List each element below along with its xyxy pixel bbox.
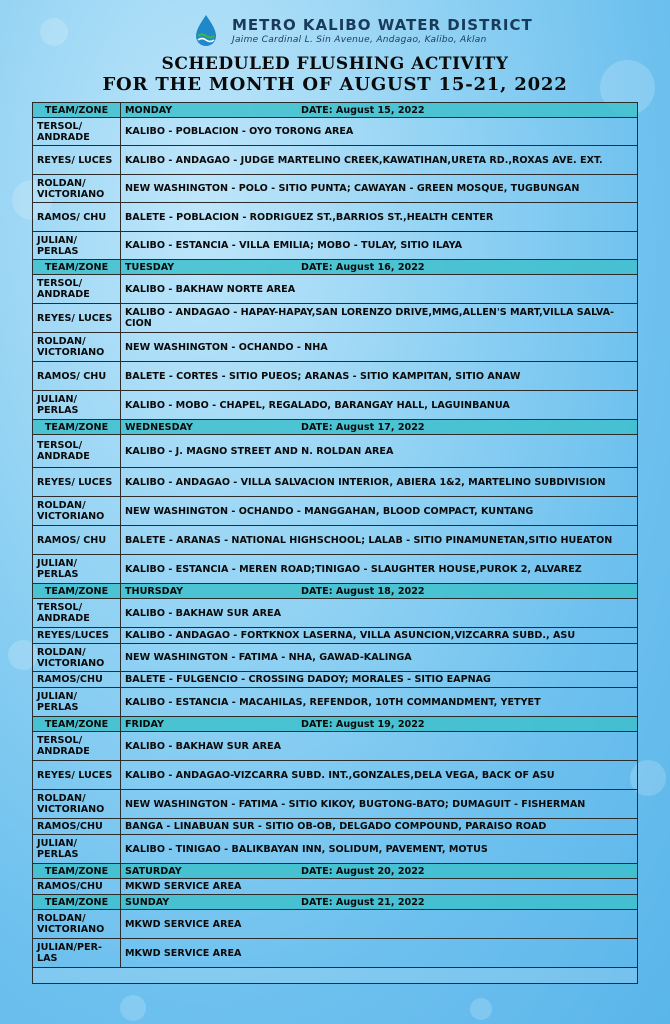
team-zone-header: TEAM/ZONE: [33, 864, 121, 879]
team-cell: ROLDAN/ VICTORIANO: [33, 910, 121, 939]
day-label: TUESDAY: [125, 261, 175, 273]
team-zone-header: TEAM/ZONE: [33, 260, 121, 275]
day-label: SATURDAY: [125, 865, 182, 877]
day-header-row: [33, 864, 638, 879]
day-date-header: [121, 584, 638, 599]
day-label: SUNDAY: [125, 896, 170, 908]
area-cell: BALETE - FULGENCIO - CROSSING DADOY; MORALES - SITIO EAPNAG: [121, 672, 638, 688]
area-cell: KALIBO - ESTANCIA - MACAHILAS, REFENDOR, 10TH COMMANDMENT, YETYET: [121, 688, 638, 717]
organization-address: Jaime Cardinal L. Sin Avenue, Andagao, Kalibo, Aklan: [232, 35, 487, 45]
date-label: DATE: August 15, 2022: [301, 104, 425, 116]
team-zone-header: TEAM/ZONE: [33, 420, 121, 435]
team-cell: RAMOS/CHU: [33, 819, 121, 835]
schedule-row: [33, 732, 638, 761]
schedule-row: [33, 879, 638, 895]
flushing-schedule-table: [32, 102, 638, 984]
schedule-row: [33, 628, 638, 644]
team-cell: JULIAN/ PERLAS: [33, 688, 121, 717]
team-zone-header: TEAM/ZONE: [33, 103, 121, 118]
schedule-row: [33, 146, 638, 175]
schedule-row: [33, 939, 638, 968]
area-cell: KALIBO - ANDAGAO - VILLA SALVACION INTERIOR, ABIERA 1&2, MARTELINO SUBDIVISION: [121, 468, 638, 497]
empty-cell: [33, 968, 638, 984]
schedule-row: [33, 835, 638, 864]
area-cell: NEW WASHINGTON - OCHANDO - NHA: [121, 333, 638, 362]
area-cell: KALIBO - ANDAGAO-VIZCARRA SUBD. INT.,GONZALES,DELA VEGA, BACK OF ASU: [121, 761, 638, 790]
schedule-row: [33, 497, 638, 526]
schedule-row: [33, 790, 638, 819]
area-cell: KALIBO - BAKHAW NORTE AREA: [121, 275, 638, 304]
schedule-row: [33, 362, 638, 391]
team-cell: RAMOS/CHU: [33, 672, 121, 688]
area-cell: KALIBO - TINIGAO - BALIKBAYAN INN, SOLIDUM, PAVEMENT, MOTUS: [121, 835, 638, 864]
area-cell: KALIBO - ESTANCIA - VILLA EMILIA; MOBO - TULAY, SITIO ILAYA: [121, 232, 638, 260]
day-header-row: [33, 717, 638, 732]
area-cell: NEW WASHINGTON - FATIMA - SITIO KIKOY, BUGTONG-BATO; DUMAGUIT - FISHERMAN: [121, 790, 638, 819]
team-cell: RAMOS/ CHU: [33, 203, 121, 232]
team-cell: TERSOL/ ANDRADE: [33, 118, 121, 146]
schedule-row: [33, 761, 638, 790]
day-header-row: [33, 260, 638, 275]
schedule-row: [33, 910, 638, 939]
day-label: FRIDAY: [125, 718, 164, 730]
area-cell: KALIBO - MOBO - CHAPEL, REGALADO, BARANGAY HALL, LAGUINBANUA: [121, 391, 638, 420]
schedule-row: [33, 468, 638, 497]
water-drop-logo-icon: [194, 14, 218, 48]
area-cell: KALIBO - ANDAGAO - JUDGE MARTELINO CREEK,KAWATIHAN,URETA RD.,ROXAS AVE. EXT.: [121, 146, 638, 175]
schedule-row: [33, 688, 638, 717]
date-label: DATE: August 20, 2022: [301, 865, 425, 877]
team-cell: RAMOS/ CHU: [33, 362, 121, 391]
team-cell: REYES/ LUCES: [33, 468, 121, 497]
day-date-header: [121, 864, 638, 879]
team-zone-header: TEAM/ZONE: [33, 895, 121, 910]
day-date-header: [121, 895, 638, 910]
team-cell: REYES/ LUCES: [33, 146, 121, 175]
team-cell: TERSOL/ ANDRADE: [33, 275, 121, 304]
team-cell: ROLDAN/ VICTORIANO: [33, 644, 121, 672]
day-header-row: [33, 895, 638, 910]
day-header-row: [33, 584, 638, 599]
page-subtitle: FOR THE MONTH OF AUGUST 15-21, 2022: [102, 74, 568, 95]
team-cell: REYES/ LUCES: [33, 761, 121, 790]
area-cell: KALIBO - POBLACION - OYO TORONG AREA: [121, 118, 638, 146]
date-label: DATE: August 17, 2022: [301, 421, 425, 433]
team-cell: REYES/ LUCES: [33, 304, 121, 333]
team-cell: JULIAN/ PERLAS: [33, 391, 121, 420]
background-bubble: [120, 995, 146, 1021]
team-cell: RAMOS/ CHU: [33, 526, 121, 555]
schedule-row: [33, 175, 638, 203]
team-cell: JULIAN/ PERLAS: [33, 835, 121, 864]
schedule-row: [33, 435, 638, 468]
team-zone-header: TEAM/ZONE: [33, 717, 121, 732]
area-cell: KALIBO - BAKHAW SUR AREA: [121, 599, 638, 628]
team-cell: TERSOL/ ANDRADE: [33, 732, 121, 761]
area-cell: MKWD SERVICE AREA: [121, 879, 638, 895]
area-cell: BALETE - CORTES - SITIO PUEOS; ARANAS - SITIO KAMPITAN, SITIO ANAW: [121, 362, 638, 391]
date-label: DATE: August 18, 2022: [301, 585, 425, 597]
schedule-row: [33, 304, 638, 333]
team-cell: TERSOL/ ANDRADE: [33, 435, 121, 468]
area-cell: BANGA - LINABUAN SUR - SITIO OB-OB, DELGADO COMPOUND, PARAISO ROAD: [121, 819, 638, 835]
schedule-row: [33, 203, 638, 232]
area-cell: KALIBO - ESTANCIA - MEREN ROAD;TINIGAO - SLAUGHTER HOUSE,PUROK 2, ALVAREZ: [121, 555, 638, 584]
team-cell: JULIAN/ PERLAS: [33, 555, 121, 584]
team-cell: ROLDAN/ VICTORIANO: [33, 333, 121, 362]
team-cell: REYES/LUCES: [33, 628, 121, 644]
area-cell: BALETE - POBLACION - RODRIGUEZ ST.,BARRIOS ST.,HEALTH CENTER: [121, 203, 638, 232]
area-cell: NEW WASHINGTON - OCHANDO - MANGGAHAN, BLOOD COMPACT, KUNTANG: [121, 497, 638, 526]
day-header-row: [33, 103, 638, 118]
day-header-row: [33, 420, 638, 435]
team-zone-header: TEAM/ZONE: [33, 584, 121, 599]
day-date-header: [121, 420, 638, 435]
area-cell: BALETE - ARANAS - NATIONAL HIGHSCHOOL; LALAB - SITIO PINAMUNETAN,SITIO HUEATON: [121, 526, 638, 555]
schedule-row: [33, 819, 638, 835]
area-cell: MKWD SERVICE AREA: [121, 910, 638, 939]
background-bubble: [470, 998, 492, 1020]
page-title: SCHEDULED FLUSHING ACTIVITY: [161, 54, 509, 74]
date-label: DATE: August 19, 2022: [301, 718, 425, 730]
team-cell: ROLDAN/ VICTORIANO: [33, 790, 121, 819]
area-cell: KALIBO - ANDAGAO - FORTKNOX LASERNA, VILLA ASUNCION,VIZCARRA SUBD., ASU: [121, 628, 638, 644]
team-cell: ROLDAN/ VICTORIANO: [33, 175, 121, 203]
schedule-row: [33, 118, 638, 146]
area-cell: MKWD SERVICE AREA: [121, 939, 638, 968]
schedule-row: [33, 232, 638, 260]
organization-name: METRO KALIBO WATER DISTRICT: [232, 16, 533, 34]
area-cell: KALIBO - BAKHAW SUR AREA: [121, 732, 638, 761]
empty-bottom-row: [33, 968, 638, 984]
area-cell: NEW WASHINGTON - FATIMA - NHA, GAWAD-KALINGA: [121, 644, 638, 672]
day-date-header: [121, 260, 638, 275]
team-cell: TERSOL/ ANDRADE: [33, 599, 121, 628]
area-cell: NEW WASHINGTON - POLO - SITIO PUNTA; CAWAYAN - GREEN MOSQUE, TUGBUNGAN: [121, 175, 638, 203]
schedule-row: [33, 644, 638, 672]
day-date-header: [121, 717, 638, 732]
schedule-row: [33, 599, 638, 628]
day-date-header: [121, 103, 638, 118]
team-cell: RAMOS/CHU: [33, 879, 121, 895]
schedule-row: [33, 275, 638, 304]
team-cell: JULIAN/ PERLAS: [33, 232, 121, 260]
area-cell: KALIBO - ANDAGAO - HAPAY-HAPAY,SAN LORENZO DRIVE,MMG,ALLEN'S MART,VILLA SALVA-CION: [121, 304, 638, 333]
schedule-row: [33, 526, 638, 555]
schedule-row: [33, 333, 638, 362]
date-label: DATE: August 16, 2022: [301, 261, 425, 273]
team-cell: JULIAN/PER-LAS: [33, 939, 121, 968]
day-label: THURSDAY: [125, 585, 184, 597]
day-label: WEDNESDAY: [125, 421, 194, 433]
area-cell: KALIBO - J. MAGNO STREET AND N. ROLDAN AREA: [121, 435, 638, 468]
schedule-row: [33, 555, 638, 584]
date-label: DATE: August 21, 2022: [301, 896, 425, 908]
day-label: MONDAY: [125, 104, 173, 116]
schedule-row: [33, 391, 638, 420]
schedule-row: [33, 672, 638, 688]
team-cell: ROLDAN/ VICTORIANO: [33, 497, 121, 526]
document-header: [0, 10, 670, 102]
